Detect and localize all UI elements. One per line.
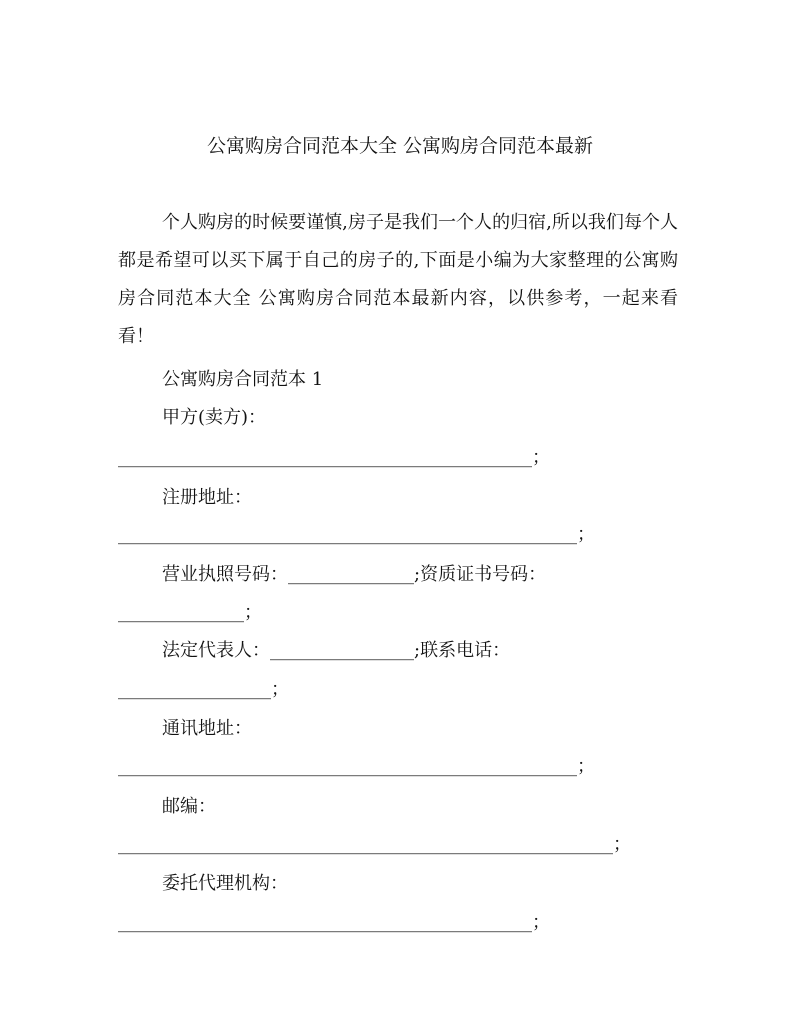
agent-label: 委托代理机构： xyxy=(162,873,288,894)
party-a-label: 甲方(卖方)： xyxy=(162,407,267,428)
legal-rep-line: 法定代表人：________________;联系电话： xyxy=(162,640,511,661)
intro-paragraph: 个人购房的时候要谨慎,房子是我们一个人的归宿,所以我们每个人都是希望可以买下属于自己的房子的,下面是小编为大家整理的公寓购房合同范本大全 公寓购房合同范本最新内容，以供参考，一起来看看！ xyxy=(118,212,678,347)
party-a-blank: ______________________________________________； xyxy=(118,447,550,468)
license-blank: ______________； xyxy=(118,602,262,623)
legal-rep-blank: _________________； xyxy=(118,679,289,700)
postcode-blank: _______________________________________________________； xyxy=(118,834,631,855)
contact-address-blank: ___________________________________________________； xyxy=(118,756,595,777)
reg-address-blank: ___________________________________________________； xyxy=(118,524,595,545)
postcode-label: 邮编： xyxy=(162,796,216,817)
agent-blank: ______________________________________________； xyxy=(118,912,550,933)
document-title: 公寓购房合同范本大全 公寓购房合同范本最新 xyxy=(206,135,594,157)
section-heading: 公寓购房合同范本 1 xyxy=(162,369,324,390)
contact-address-label: 通讯地址： xyxy=(162,718,252,739)
license-line: 营业执照号码：______________;资质证书号码： xyxy=(162,564,547,585)
reg-address-label: 注册地址： xyxy=(162,487,252,508)
